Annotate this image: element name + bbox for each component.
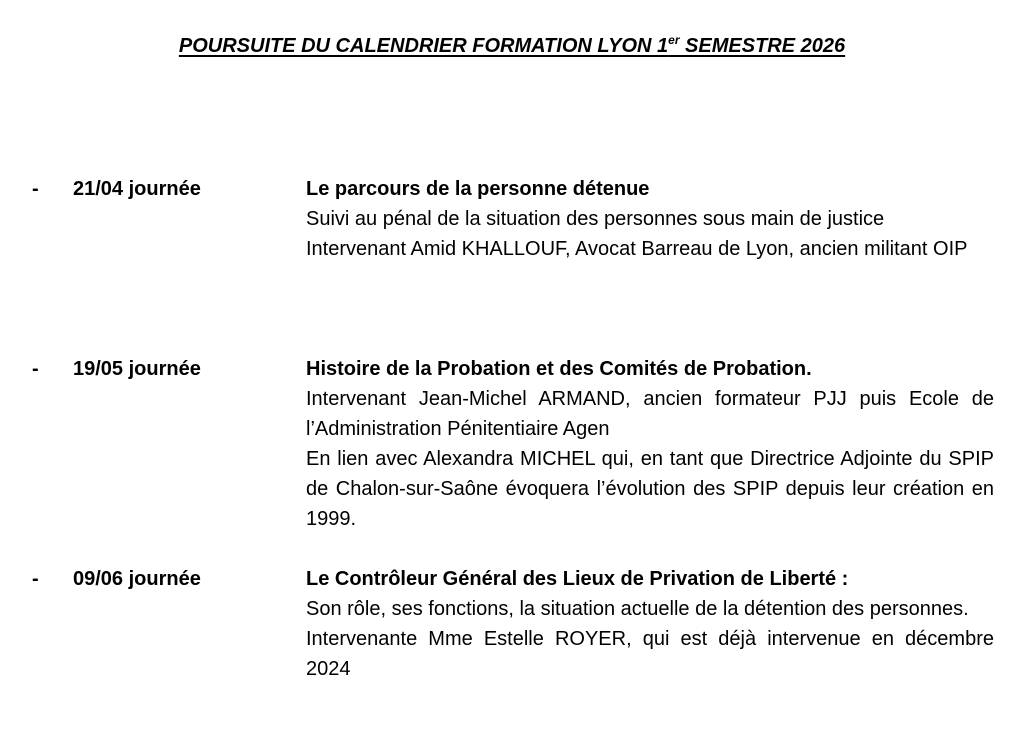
schedule-list xyxy=(0,174,1024,724)
schedule-entry xyxy=(0,564,1024,724)
session-date: 09/06 journée xyxy=(73,568,201,590)
list-bullet: - xyxy=(32,358,39,380)
session-speaker: Intervenante Mme Estelle ROYER, qui est déjà intervenue en décembre 2024 xyxy=(306,628,994,680)
session-content xyxy=(306,564,994,684)
page-title xyxy=(0,33,1024,59)
session-content xyxy=(306,174,994,264)
title-superscript: er xyxy=(668,33,680,47)
schedule-entry xyxy=(0,174,1024,354)
session-topic: Le Contrôleur Général des Lieux de Privation de Liberté : xyxy=(306,568,849,590)
schedule-entry xyxy=(0,354,1024,564)
title-main: POURSUITE DU CALENDRIER FORMATION LYON 1 xyxy=(178,35,669,57)
session-description: En lien avec Alexandra MICHEL qui, en tant que Directrice Adjointe du SPIP de Chalon-sur-Saône évoquera l’évolution des SPIP depuis leur création en 1999. xyxy=(306,448,994,530)
session-date: 21/04 journée xyxy=(73,178,201,200)
title-end: SEMESTRE 2026 xyxy=(679,35,846,57)
session-description: Suivi au pénal de la situation des personnes sous main de justice xyxy=(306,208,885,230)
session-speaker: Intervenant Jean-Michel ARMAND, ancien formateur PJJ puis Ecole de l’Administration Pénitentiaire Agen xyxy=(306,388,994,440)
session-content xyxy=(306,354,994,534)
session-speaker: Intervenant Amid KHALLOUF, Avocat Barreau de Lyon, ancien militant OIP xyxy=(306,238,968,260)
list-bullet: - xyxy=(32,568,39,590)
page-title-text xyxy=(179,35,845,57)
session-date: 19/05 journée xyxy=(73,358,201,380)
session-topic: Le parcours de la personne détenue xyxy=(306,178,650,200)
list-bullet: - xyxy=(32,178,39,200)
session-topic: Histoire de la Probation et des Comités de Probation. xyxy=(306,358,812,380)
session-description: Son rôle, ses fonctions, la situation actuelle de la détention des personnes. xyxy=(306,598,969,620)
